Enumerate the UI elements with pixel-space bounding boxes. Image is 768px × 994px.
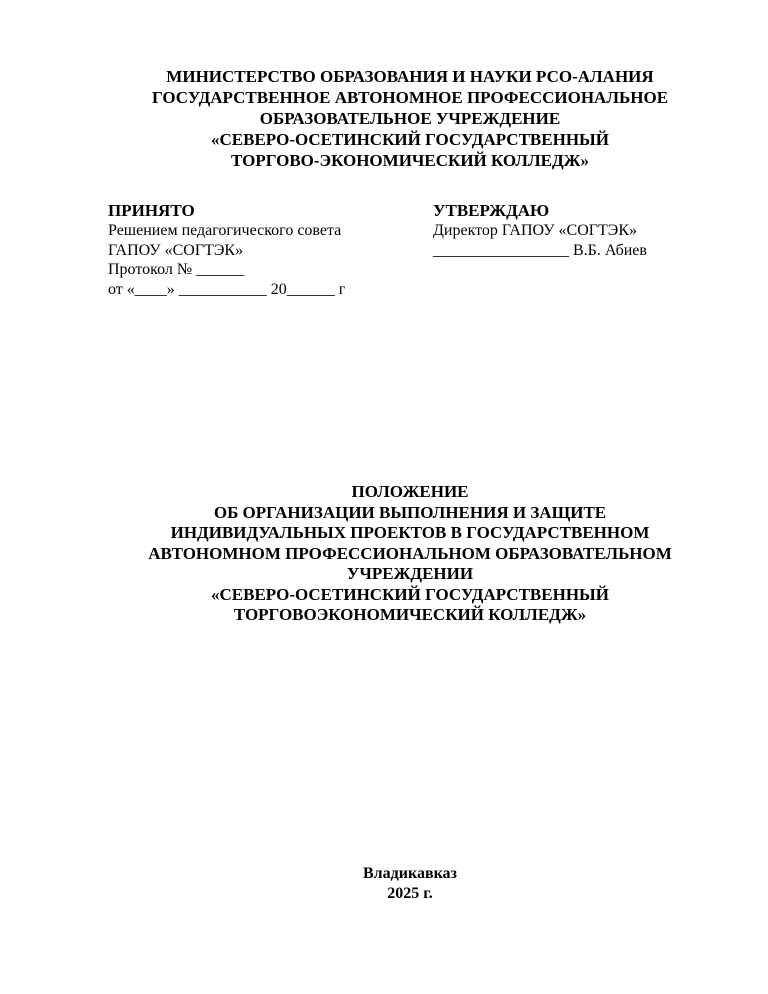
accepted-label: ПРИНЯТО: [108, 201, 195, 220]
year: 2025 г.: [387, 885, 433, 902]
accepted-block: [108, 201, 408, 299]
protocol-line: Протокол № ______: [108, 261, 245, 278]
ministry-header: [100, 66, 720, 171]
header-line: ТОРГОВО-ЭКОНОМИЧЕСКИЙ КОЛЛЕДЖ»: [230, 151, 589, 170]
title-line: ПОЛОЖЕНИЕ: [351, 482, 469, 501]
date-line: от «____» ___________ 20______ г: [108, 280, 346, 298]
header-line: «СЕВЕРО-ОСЕТИНСКИЙ ГОСУДАРСТВЕННЫЙ: [211, 130, 609, 149]
approved-block: [433, 201, 733, 260]
header-line: МИНИСТЕРСТВО ОБРАЗОВАНИЯ И НАУКИ РСО-АЛАНИЯ: [166, 67, 654, 86]
approved-label: УТВЕРЖДАЮ: [433, 201, 550, 220]
title-line: «СЕВЕРО-ОСЕТИНСКИЙ ГОСУДАРСТВЕННЫЙ: [211, 584, 609, 604]
title-line: УЧРЕЖДЕНИИ: [346, 564, 474, 583]
title-line: ОБ ОРГАНИЗАЦИИ ВЫПОЛНЕНИЯ И ЗАЩИТЕ: [213, 502, 607, 522]
title-line: ТОРГОВОЭКОНОМИЧЕСКИЙ КОЛЛЕДЖ»: [233, 605, 587, 624]
signature-line: _________________ В.Б. Абиев: [433, 241, 647, 259]
header-line: ГОСУДАРСТВЕННОЕ АВТОНОМНОЕ ПРОФЕССИОНАЛЬНОЕ: [151, 88, 669, 107]
document-title: [100, 482, 720, 626]
accepted-line: ГАПОУ «СОГТЭК»: [108, 241, 244, 259]
city: Владикавказ: [363, 865, 457, 882]
document-footer: [100, 864, 720, 904]
accepted-line: Решением педагогического совета: [108, 222, 342, 239]
approved-line: Директор ГАПОУ «СОГТЭК»: [433, 222, 638, 239]
header-line: ОБРАЗОВАТЕЛЬНОЕ УЧРЕЖДЕНИЕ: [259, 109, 561, 128]
title-line: ИНДИВИДУАЛЬНЫХ ПРОЕКТОВ В ГОСУДАРСТВЕННОМ: [170, 523, 650, 542]
title-line: АВТОНОМНОМ ПРОФЕССИОНАЛЬНОМ ОБРАЗОВАТЕЛЬНОМ: [148, 543, 672, 563]
